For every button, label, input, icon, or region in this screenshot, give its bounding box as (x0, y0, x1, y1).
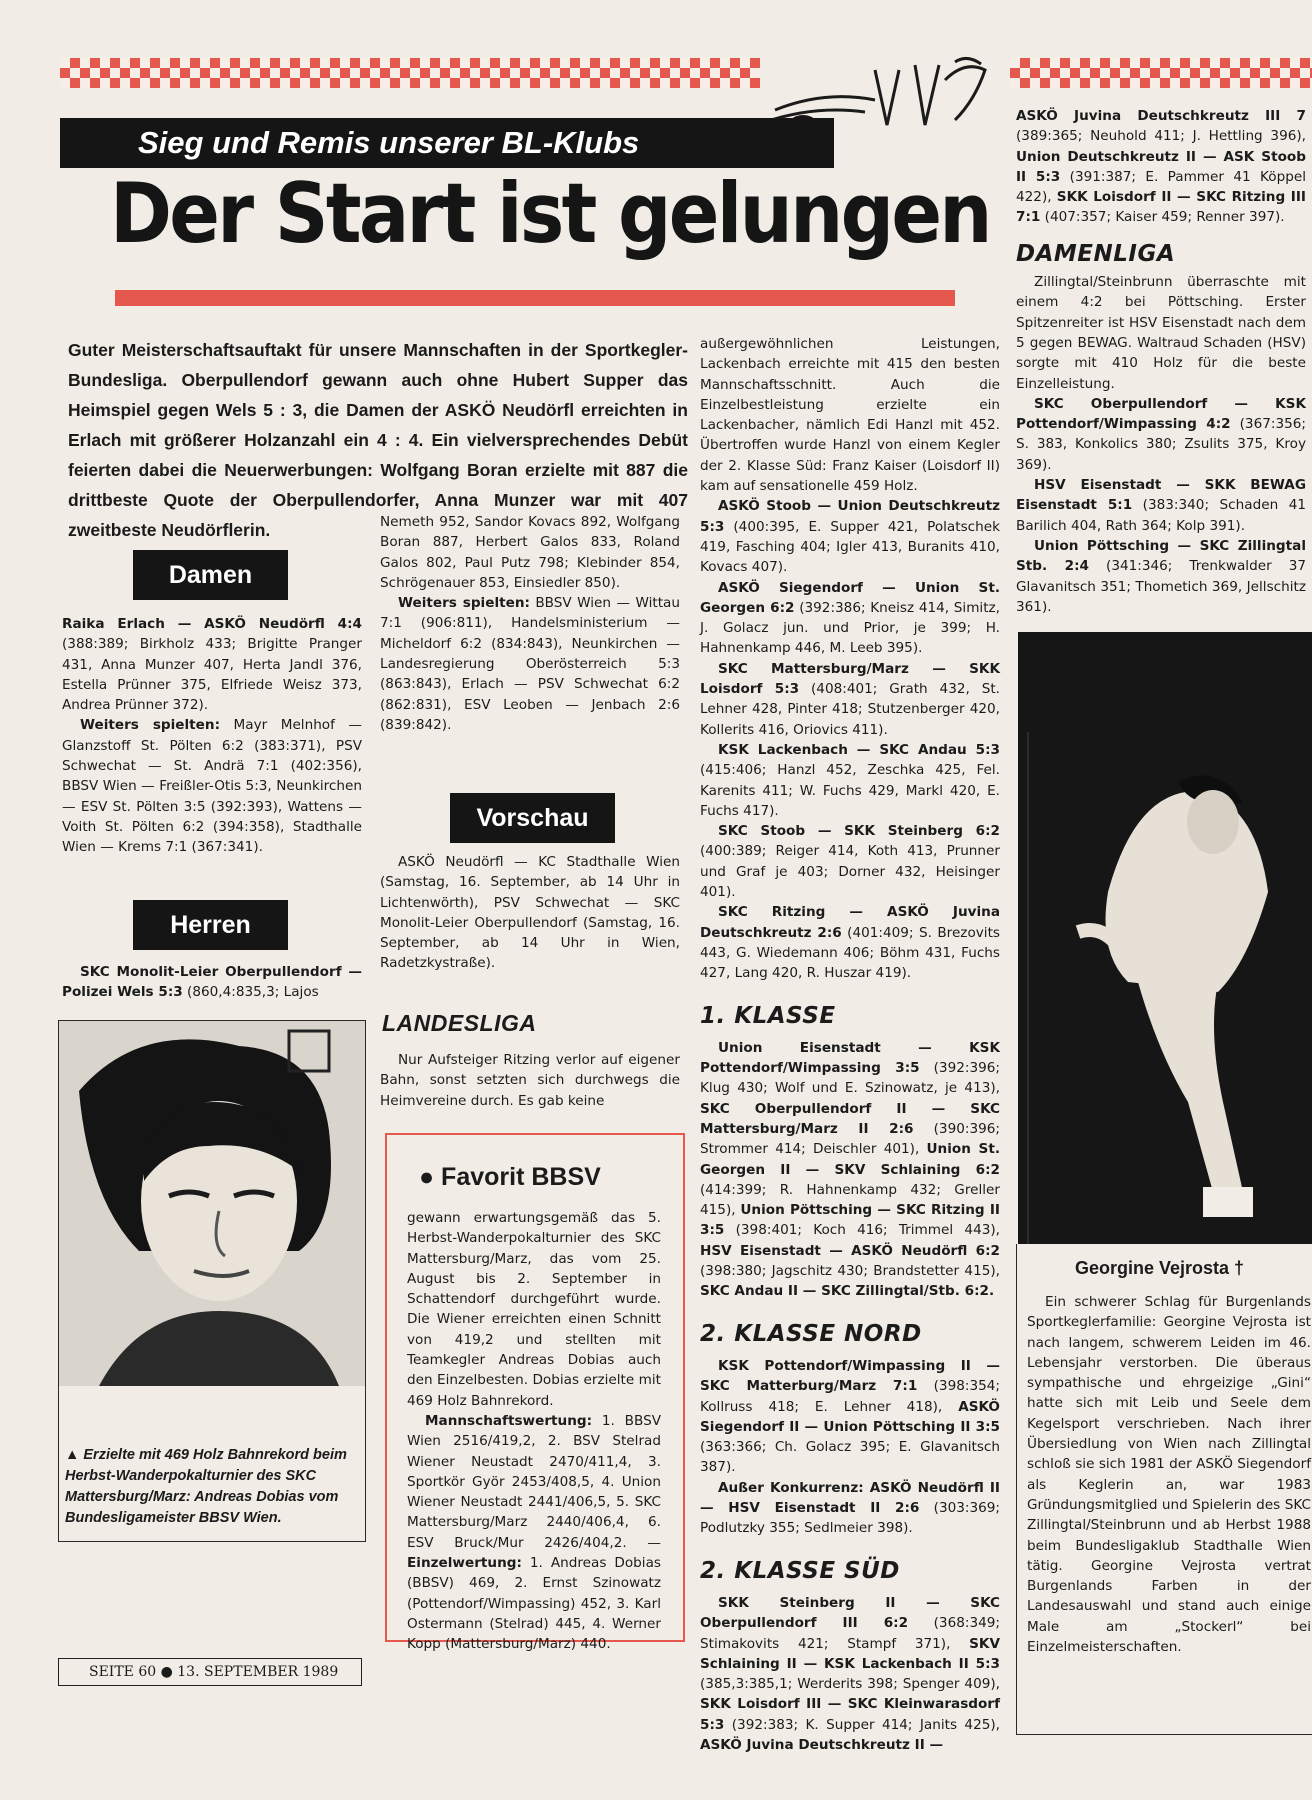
result-bold: SKC Ritzing — ASKÖ Juvina Deutschkreutz 2:6 (700, 904, 1000, 941)
result-bold: ASKÖ Juvina Deutschkreutz II — (700, 1737, 944, 1753)
player-photo (59, 1021, 365, 1386)
bowler-image (1018, 632, 1312, 1244)
kicker-text: Sieg und Remis unserer BL-Klubs (138, 125, 640, 160)
section-heading-damen: Damen (133, 550, 288, 600)
result-bold: SKK Loisdorf III — SKC Kleinwarasdorf 5:3 (700, 1696, 1000, 1733)
section-heading-sued: 2. KLASSE SÜD (700, 1557, 900, 1584)
damen-result-bold: Raika Erlach — ASKÖ Neudörfl 4:4 (62, 616, 362, 632)
landesliga-intro: außergewöhnlichen Leistungen, Lackenbach erreichte mit 415 den besten Mannschaftsschnitt. Auch die Einzelbestleistung erzielte ein Lackenbacher, nämlich Edi Hanzl mit 452. Übertroffen wurde Hanzl von einem Kegler der 2. Klasse Süd: Franz Kaiser (Loisdorf II) kam auf sensationelle 459 Holz. (700, 336, 1000, 495)
result-text: (390:396; Strommer 414; Deischler 401), (700, 1120, 1000, 1158)
result-text: (414:399; R. Hahnenkamp 432; Greller 415), (700, 1181, 1000, 1219)
result-text: (408:401; Grath 432, St. Lehner 428, Pinter 418; Stutzenberger 420, Kollerits 416, Oriovics 411). (700, 681, 1000, 738)
result-bold: KSK Lackenbach — SKC Andau 5:3 (718, 741, 1000, 758)
landesliga-text (380, 1050, 680, 1111)
result-bold: HSV Eisenstadt — ASKÖ Neudörfl 6:2 (700, 1242, 1000, 1259)
damen-result-text: (388:389; Birkholz 433; Brigitte Pranger 431, Anna Munzer 407, Herta Jandl 376, Estella Prünner 375, Elfriede Weisz 373, Andrea Prünner 372). (62, 636, 362, 714)
favorit-body (407, 1208, 661, 1655)
result-text: (392:386; Kneisz 414, Simitz, J. Golacz jun. und Prior, je 399; H. Hahnenkamp 446, M. Leeb 395). (700, 599, 1000, 657)
result-text: (407:357; Kaiser 459; Renner 397). (1040, 209, 1285, 226)
favorit-heading: ● Favorit BBSV (419, 1163, 601, 1191)
result-bold: KSK Pottendorf/Wimpassing II — SKC Matterburg/Marz 7:1 (700, 1357, 1000, 1395)
result-bold: Union St. Georgen II — SKV Schlaining 6:2 (700, 1141, 1000, 1178)
result-bold: SKC Stoob — SKK Steinberg 6:2 (718, 823, 1000, 840)
result-bold: SKC Oberpullendorf — KSK Pottendorf/Wimpassing 4:2 (1016, 395, 1306, 433)
portrait-image (59, 1021, 365, 1386)
page-footer: SEITE 60 ● 13. SEPTEMBER 1989 (58, 1658, 362, 1686)
herren-result (62, 962, 362, 1003)
result-bold: Union Pöttsching — SKC Zillingtal Stb. 2:4 (1016, 537, 1306, 575)
result-bold: Union Pöttsching — SKC Ritzing II 3:5 (700, 1202, 1000, 1239)
result-text: (400:395, E. Supper 421, Polatschek 419, Fasching 404; Igler 413, Buranits 410, Kovacs 407). (700, 518, 1000, 576)
kicker-banner (60, 118, 834, 168)
result-text: (363:366; Ch. Golacz 395; E. Glavanitsch 387). (700, 1439, 1000, 1476)
section-heading-herren: Herren (133, 900, 288, 950)
result-bold: Union Deutschkreutz II — ASK Stoob II 5:3 (1016, 148, 1306, 185)
section-heading-damenliga: DAMENLIGA (1016, 240, 1176, 267)
result-bold: Außer Konkurrenz: ASKÖ Neudörfl II — HSV Eisenstadt II 2:6 (700, 1479, 1000, 1517)
checkered-band-right (1010, 58, 1312, 88)
damen-results (62, 614, 362, 858)
result-bold: SKC Mattersburg/Marz — SKK Loisdorf 5:3 (700, 660, 1000, 698)
obituary-heading: Georgine Vejrosta † (1075, 1258, 1245, 1278)
page-title: Der Start ist gelungen (110, 165, 990, 262)
result-text: (398:401; Koch 416; Trimmel 443), (724, 1222, 1000, 1239)
obituary-text: Ein schwerer Schlag für Burgenlands Sportkeglerfamilie: Georgine Vejrosta ist nach langem, schwerem Leiden im 46. Lebensjahr verstorben. Die überaus sympathische und ehrgeizige „Gini“ hatte sich mit Leib und Seele dem Kegelsport verschrieben. Nach ihrer Übersiedlung von Wien nach Zillingtal schloß sie sich 1981 der ASKÖ Siegendorf als Keglerin an, war 1983 Gründungsmitglied und Spielerin des SKC Zillingtal/Steinbrunn und ab Herbst 1988 beim Bundesligaklub Stadthalle Wien tätig. Georgine Vejrosta vertrat Burgenlands Farben in der Landesauswahl und stand auch einige Male am „Stockerl“ bei Einzelmeisterschaften. (1027, 1294, 1311, 1656)
result-text: (391:387; E. Pammer 41 Köppel 422), (1016, 168, 1306, 206)
vorschau-text (380, 852, 680, 974)
column-four (1016, 106, 1306, 617)
result-bold: Union Eisenstadt — KSK Pottendorf/Wimpassing 3:5 (700, 1039, 1000, 1077)
favorit-single-text: 1. Andreas Dobias (BBSV) 469, 2. Ernst Szinowatz (Pottendorf/Wimpassing) 452, 3. Karl Ostermann (Stelrad) 445, 4. Werner Kopp (Mattersburg/Marz) 440. (407, 1555, 661, 1653)
result-text: (400:389; Reiger 414, Koth 413, Prunner und Graf je 403; Dorner 432, Heisinger 401). (700, 843, 1000, 901)
section-heading-nord: 2. KLASSE NORD (700, 1320, 922, 1347)
result-bold: ASKÖ Siegendorf — Union St. Georgen 6:2 (700, 579, 1000, 616)
result-text: (303:369; Podlutzky 355; Sedlmeier 398). (700, 1500, 1000, 1537)
result-text: (392:396; Klug 430; Wolf und E. Szinowatz, je 413), (700, 1060, 1000, 1097)
result-bold: SKC Oberpullendorf II — SKC Mattersburg/Marz II 2:6 (700, 1100, 1000, 1137)
photo-caption: ▲ Erzielte mit 469 Holz Bahnrekord beim Herbst-Wanderpokalturnier des SKC Mattersburg/Marz: Andreas Dobias vom Bundesligameister BBSV Wien. (65, 1447, 347, 1526)
section-heading-vorschau: Vorschau (450, 793, 615, 843)
result-bold: ASKÖ Juvina Deutschkreutz III 7 (1016, 108, 1306, 124)
result-bold: SKC Andau II — SKC Zillingtal/Stb. 6:2. (700, 1283, 995, 1300)
result-text: (389:365; Neuhold 411; J. Hettling 396), (1016, 128, 1306, 145)
result-bold: ASKÖ Stoob — Union Deutschkreutz 5:3 (700, 498, 1000, 535)
obituary-box (1016, 1244, 1312, 1735)
damen-others-bold: Weiters spielten: (80, 717, 221, 734)
section-heading-klasse1: 1. KLASSE (700, 1002, 836, 1029)
result-bold: SKK Loisdorf II — SKC Ritzing III 7:1 (1016, 189, 1306, 226)
herren-result-bold: SKC Monolit-Leier Oberpullendorf — Polizei Wels 5:3 (62, 964, 362, 1001)
result-text: (398:380; Jagschitz 430; Brandstetter 415), (700, 1263, 1000, 1280)
result-bold: HSV Eisenstadt — SKK BEWAG Eisenstadt 5:1 (1016, 477, 1306, 514)
favorit-box (385, 1133, 685, 1653)
favorit-text: gewann erwartungsgemäß das 5. Herbst-Wanderpokalturnier des SKC Mattersburg/Marz, das vom 25. August bis 2. September in Schattendorf durchgeführt wurde. Die Wiener erreichten einen Schnitt von 419,2 und stellten mit Teamkegler Andreas Dobias auch den Einzelbesten. Dobias erzielte mit 469 Holz Bahnrekord. (407, 1210, 661, 1409)
herren-continued (380, 512, 680, 735)
result-text: (398:354; Kollruss 418; E. Lehner 418), (700, 1378, 1000, 1415)
herren-result-text: (860,4:835,3; Lajos (182, 984, 319, 1001)
checkered-band-left (60, 58, 760, 88)
herren-others-text: BBSV Wien — Wittau 7:1 (906:811), Handelsministerium — Micheldorf 6:2 (834:843), Neunkirchen — Landesregierung Oberösterreich 5:3 (863:843), Erlach — PSV Schwechat 6:2 (862:831), ESV Leoben — Jenbach 2:6 (839:842). (380, 595, 680, 733)
section-heading-landesliga: LANDESLIGA (382, 1010, 537, 1036)
herren-others-bold: Weiters spielten: (398, 595, 530, 612)
obituary-body (1027, 1292, 1311, 1657)
favorit-team-bold: Mannschaftswertung: (425, 1412, 593, 1429)
result-text: (401:409; S. Brezovits 443, G. Wiedemann 406; Böhm 431, Fuchs 427, Lang 420, R. Huszar 419). (700, 924, 1000, 982)
result-text: (385,3:385,1; Werderits 398; Spenger 409), (700, 1676, 1000, 1693)
photo-frame (58, 1020, 366, 1542)
red-rule (115, 290, 955, 306)
lead-paragraph: Guter Meisterschaftsauftakt für unsere Mannschaften in der Sportkegler-Bundesliga. Oberpullendorf gewann auch ohne Hubert Supper das Heimspiel gegen Wels 5 : 3, die Damen der ASKÖ Neudörfl erreichten in Erlach mit größerer Holzanzahl ein 4 : 4. Ein vielversprechendes Debüt feierten dabei die Neuerwerbungen: Wolfgang Boran erzielte mit 887 die drittbeste Quote der Oberpullendorfer, Anna Munzer war mit 407 zweitbeste Neudörflerin. (68, 340, 688, 540)
herren-cont-text: Nemeth 952, Sandor Kovacs 892, Wolfgang Boran 887, Herbert Galos 833, Roland Galos 802, Paul Putz 798; Klebinder 854, Schrögenauer 853, Einsiedler 850). (380, 514, 680, 591)
damenliga-intro: Zillingtal/Steinbrunn überraschte mit einem 4:2 bei Pöttsching. Erster Spitzenreiter ist HSV Eisenstadt nach dem 5 gegen BEWAG. Waltraud Schaden (HSV) sorgte mit 410 Holz für die beste Einzelleistung. (1016, 274, 1306, 392)
vorschau-paragraph: ASKÖ Neudörfl — KC Stadthalle Wien (Samstag, 16. September, ab 14 Uhr in Lichtenwörth), PSV Schwechat — SKC Monolit-Leier Oberpullendorf (Samstag, 16. September, ab 14 Uhr in Wien, Radetzkystraße). (380, 854, 680, 972)
result-text: (368:349; Stimakovits 421; Stampf 371), (700, 1615, 1000, 1652)
landesliga-paragraph: Nur Aufsteiger Ritzing verlor auf eigener Bahn, sonst setzten sich durchwegs die Heimvereine durch. Es gab keine (380, 1052, 680, 1109)
bowler-photo (1018, 632, 1312, 1244)
favorit-single-bold: Einzelwertung: (407, 1555, 522, 1572)
column-three (700, 334, 1000, 1755)
result-bold: ASKÖ Siegendorf II — Union Pöttsching II 3:5 (700, 1398, 1000, 1435)
result-text: (392:383; K. Supper 414; Janits 425), (724, 1716, 1000, 1733)
result-bold: SKV Schlaining II — KSK Lackenbach II 5:3 (700, 1635, 1000, 1672)
result-text: (415:406; Hanzl 452, Zeschka 425, Fel. Karenits 411; W. Fuchs 429, Markl 420, E. Fuchs 417). (700, 762, 1000, 819)
result-text: (383:340; Schaden 41 Barilich 404, Rath 364; Kolp 391). (1016, 497, 1306, 534)
result-bold: SKK Steinberg II — SKC Oberpullendorf III 6:2 (700, 1594, 1000, 1632)
result-text: (367:356; S. 383, Konkolics 380; Zsulits 375, Kroy 369). (1016, 416, 1306, 473)
damen-others-text: Mayr Melnhof — Glanzstoff St. Pölten 6:2 (383:371), PSV Schwechat — St. Andrä 7:1 (402:356), BBSV Wien — Freißler-Otis 5:3, Neunkirchen — ESV St. Pölten 3:5 (392:393), Wattens — Voith St. Pölten 6:2 (394:358), Stadthalle Wien — Krems 7:1 (367:341). (62, 717, 363, 856)
result-text: (341:346; Trenkwalder 37 Glavanitsch 351; Thometich 369, Jellschitz 361). (1016, 558, 1306, 615)
favorit-team-text: 1. BBSV Wien 2516/419,2, 2. BSV Stelrad Wiener Neustadt 2470/411,4, 3. Sportkör Györ 2453/408,5, 4. Union Wiener Neustadt 2441/406,5, 5. SKC Mattersburg/Marz 2440/406,4, 6. ESV Bruck/Mur 2426/404,2. — (407, 1412, 661, 1551)
